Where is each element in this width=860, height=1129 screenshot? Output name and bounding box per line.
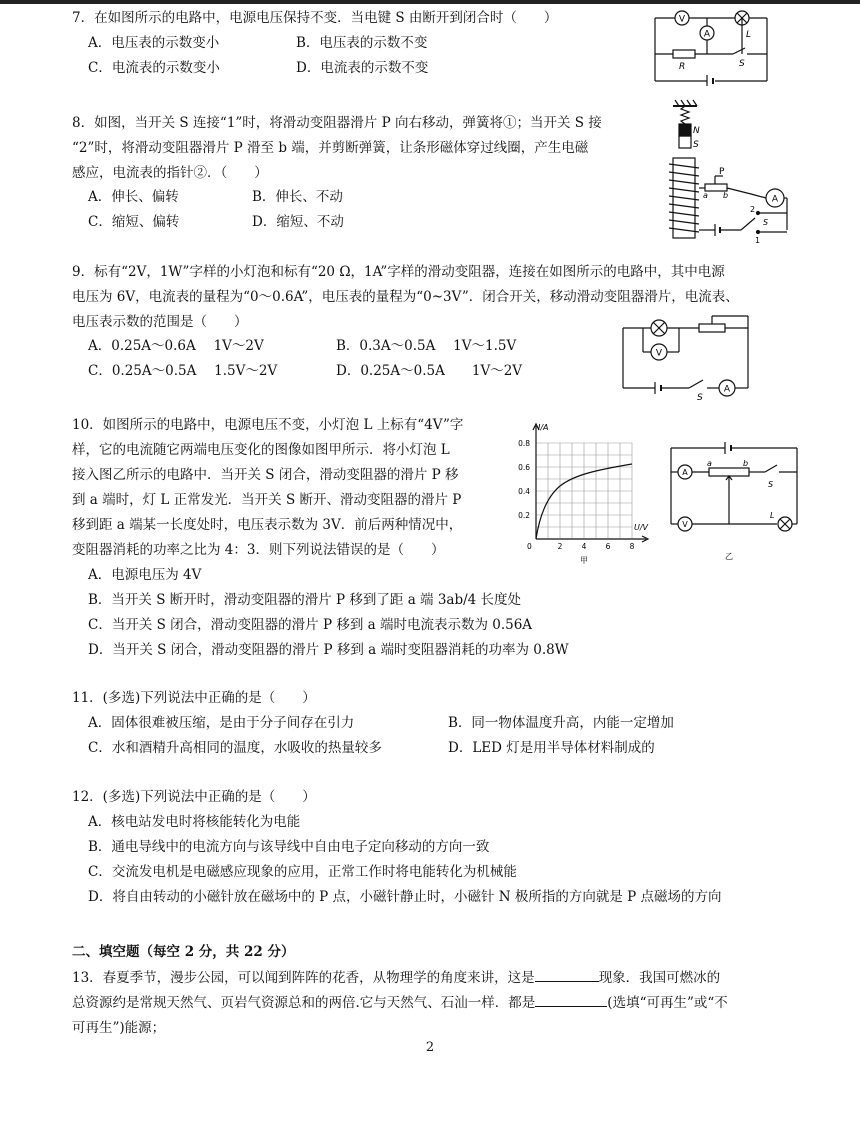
q7-voltmeter-label: V	[678, 14, 686, 25]
question-11	[72, 686, 316, 711]
q7-resistor-label: R	[679, 62, 686, 72]
q9-ammeter-label: A	[723, 384, 731, 395]
q10-line: 到 a 端时，灯 L 正常发光．当开关 S 断开、滑动变阻器的滑片 P	[72, 492, 462, 508]
page-number: 2	[425, 1040, 435, 1055]
q9-circuit-diagram	[615, 310, 760, 400]
q12-option-c: C．交流发电机是电磁感应现象的应用，正常工作时将电能转化为机械能	[88, 864, 517, 880]
q10-graph-ytick: 0.4	[518, 487, 530, 496]
q7-stem: 7．在如图所示的电路中，电源电压保持不变．当电键 S 由断开到闭合时（ ）	[72, 10, 558, 26]
q8-option-b: B．伸长、不动	[252, 189, 343, 205]
q8-option-a: A．伸长、偏转	[88, 189, 179, 205]
q8-slider-p-label: P	[719, 167, 725, 177]
q8-line3: 感应，电流表的指针②．（ ）	[72, 165, 268, 181]
question-10	[72, 413, 463, 563]
q13-blank-1	[535, 967, 599, 982]
q9-line2: 电压为 6V，电流表的量程为“0～0.6A”，电压表的量程为“0~3V”．闭合开关，移动滑动变阻器滑片，电流表、	[72, 289, 739, 305]
q10-voltmeter-label: V	[682, 520, 688, 529]
q7-option-d: D．电流表的示数不变	[296, 60, 429, 76]
q10-graph-ylabel: I/A	[538, 423, 549, 432]
q12-option-d: D．将自由转动的小磁针放在磁场中的 P 点，小磁针静止时，小磁针 N 极所指的方向就是 P 点磁场的方向	[88, 889, 722, 905]
q10-graph-xtick: 0	[527, 542, 532, 551]
q7-lamp-label: L	[746, 30, 752, 40]
q11-option-a: A．固体很难被压缩，是由于分子间存在引力	[88, 715, 355, 731]
q13-line3: 可再生”)能源；	[72, 1020, 166, 1036]
q12-option-a: A．核电站发电时将核能转化为电能	[88, 814, 301, 830]
question-7	[72, 6, 557, 31]
question-12	[72, 785, 316, 810]
q7-option-a: A．电压表的示数变小	[88, 35, 220, 51]
q10-end-b-label: b	[743, 459, 749, 468]
q10-graph-xtick: 8	[629, 542, 635, 551]
q10-lamp-label: L	[770, 511, 775, 520]
q10-option-a: A．电源电压为 4V	[88, 567, 202, 583]
q8-terminal-1-label: 1	[755, 236, 761, 245]
q11-option-c: C．水和酒精升高相同的温度，水吸收的热量较多	[88, 740, 382, 756]
q13-blank-2	[535, 992, 607, 1007]
q9-option-a: A．0.25A～0.6A 1V～2V	[88, 338, 264, 354]
section-heading: 二、填空题（每空 2 分，共 22 分）	[72, 944, 295, 960]
q10-line: 10．如图所示的电路中，电源电压不变，小灯泡 L 上标有“4V”字	[72, 417, 464, 433]
question-8	[72, 111, 602, 186]
q8-north-label: N	[693, 126, 700, 136]
q10-graph-xlabel: U/V	[634, 523, 649, 532]
q10-graph-caption: 甲	[580, 556, 588, 565]
q9-option-c: C．0.25A～0.5A 1.5V～2V	[88, 363, 278, 379]
q10-graph-ytick: 0.2	[518, 511, 530, 520]
q9-line1: 9．标有“2V，1W”字样的小灯泡和标有“20 Ω，1A”字样的滑动变阻器，连接在如图所示的电路中，其中电源	[72, 264, 725, 280]
q8-terminal-2-label: 2	[750, 205, 756, 214]
q8-electromagnet-diagram	[655, 98, 795, 248]
q10-ammeter-label: A	[682, 468, 688, 477]
q9-option-b: B．0.3A～0.5A 1V～1.5V	[336, 338, 517, 354]
q7-switch-label: S	[739, 59, 745, 69]
q10-iv-graph	[510, 418, 660, 566]
q11-stem: 11．(多选)下列说法中正确的是（ ）	[72, 690, 316, 706]
q10-graph-ytick: 0.8	[518, 439, 530, 448]
q8-line1: 8．如图，当开关 S 连接“1”时，将滑动变阻器滑片 P 向右移动，弹簧将①；当开关 S 接	[72, 115, 602, 131]
q13-line2-text-a: 总资源约是常规天然气、页岩气资源总和的两倍.它与天然气、石汕一样．都是	[72, 995, 536, 1011]
q10-graph-ytick: 0.6	[518, 463, 530, 472]
q10-line: 样，它的电流随它两端电压变化的图像如图甲所示．将小灯泡 L	[72, 442, 450, 458]
top-border	[0, 0, 860, 4]
q10-switch-label: S	[768, 480, 774, 489]
q10-graph-xtick: 2	[557, 542, 563, 551]
q8-end-a-label: a	[703, 191, 708, 200]
q7-option-c: C．电流表的示数变小	[88, 60, 220, 76]
q9-voltmeter-label: V	[655, 348, 663, 359]
q7-option-b: B．电压表的示数不变	[296, 35, 428, 51]
q13-line1-text-a: 13．春夏季节，漫步公园，可以闻到阵阵的花香，从物理学的角度来讲，这是	[72, 970, 535, 986]
q8-option-d: D．缩短、不动	[252, 214, 344, 230]
q13-line1	[72, 966, 728, 991]
q10-graph-xtick: 4	[581, 542, 587, 551]
q10-end-a-label: a	[707, 459, 712, 468]
q10-line: 接入图乙所示的电路中．当开关 S 闭合，滑动变阻器的滑片 P 移	[72, 467, 459, 483]
q10-graph-xtick: 6	[605, 542, 611, 551]
q13-line2	[72, 991, 728, 1016]
q8-end-b-label: b	[723, 191, 729, 200]
q10-line: 变阻器消耗的功率之比为 4：3．则下列说法错误的是（ ）	[72, 542, 445, 558]
question-13	[72, 966, 728, 1041]
q12-option-b: B．通电导线中的电流方向与该导线中自由电子定向移动的方向一致	[88, 839, 490, 855]
q13-line1-text-b: 现象．我国可燃冰的	[598, 970, 721, 986]
q10-circuit-diagram	[665, 438, 805, 563]
q10-option-b: B．当开关 S 断开时，滑动变阻器的滑片 P 移到了距 a 端 3ab/4 长度处	[88, 592, 522, 608]
q9-option-d: D．0.25A～0.5A 1V～2V	[336, 363, 523, 379]
q7-ammeter-label: A	[703, 29, 711, 40]
q8-south-label: S	[693, 140, 699, 150]
q10-circuit-caption: 乙	[725, 552, 733, 561]
q7-circuit-diagram	[645, 6, 775, 86]
q8-ammeter-label: A	[771, 194, 779, 205]
q11-option-b: B．同一物体温度升高，内能一定增加	[448, 715, 674, 731]
q11-option-d: D．LED 灯是用半导体材料制成的	[448, 740, 655, 756]
q8-line2: “2”时，将滑动变阻器滑片 P 滑至 b 端，并剪断弹簧，让条形磁体穿过线圈，产生电磁	[72, 140, 589, 156]
q13-line2-text-b: (选填“可再生”或“不	[607, 995, 728, 1011]
q8-option-c: C．缩短、偏转	[88, 214, 180, 230]
q12-stem: 12．(多选)下列说法中正确的是（ ）	[72, 789, 316, 805]
q8-switch-label: S	[763, 218, 769, 227]
q10-option-d: D．当开关 S 闭合，滑动变阻器的滑片 P 移到 a 端时变阻器消耗的功率为 0.8W	[88, 642, 569, 658]
q9-switch-label: S	[697, 393, 703, 400]
q10-line: 移到距 a 端某一长度处时，电压表示数为 3V．前后两种情况中，	[72, 517, 463, 533]
q10-option-c: C．当开关 S 闭合，滑动变阻器的滑片 P 移到 a 端时电流表示数为 0.56A	[88, 617, 533, 633]
q9-line3: 电压表示数的范围是（ ）	[72, 314, 248, 330]
